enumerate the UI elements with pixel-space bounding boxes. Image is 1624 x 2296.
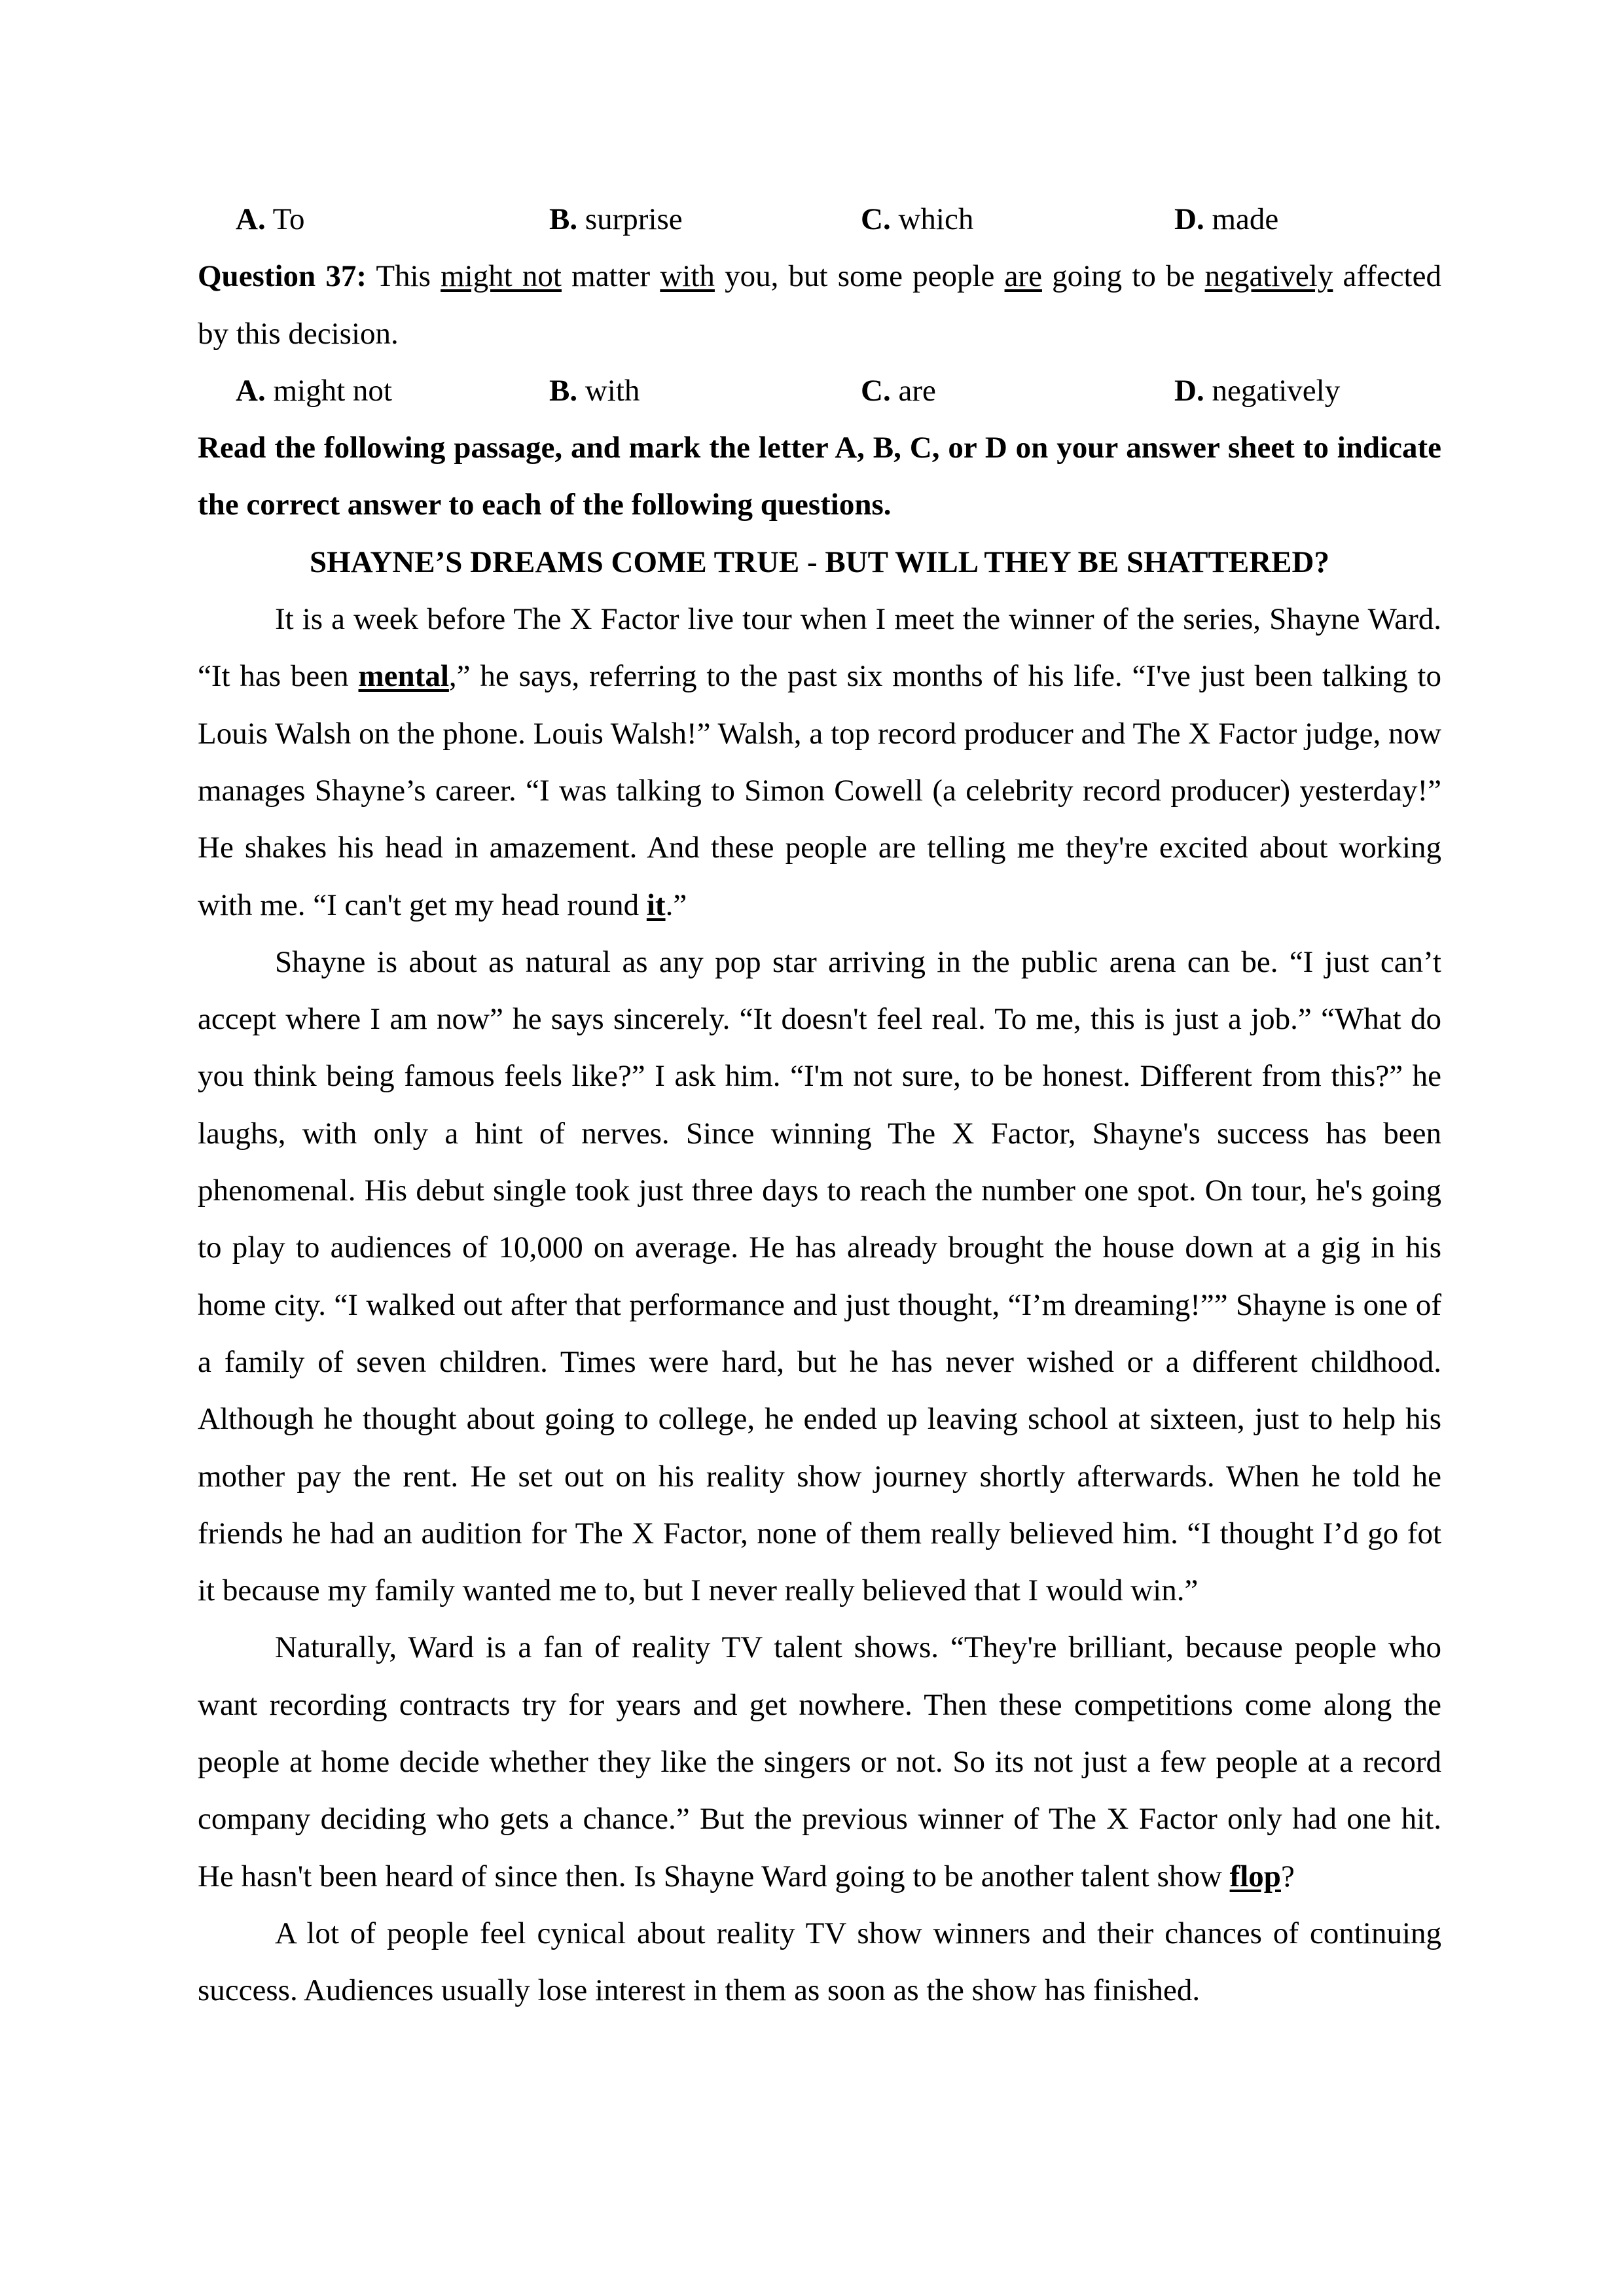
option-text: with [577,373,640,408]
highlighted-word-it: it [646,888,666,922]
option-text: negatively [1204,373,1341,408]
passage-paragraph-2: Shayne is about as natural as any pop star arriving in the public arena can be. “I just can’t accept where I am now” he says sincerely. “It doesn't feel real. To me, this is just a job.” “What do you think being famous feels like?” I ask him. “I'm not sure, to be honest. Different from this?” he laughs, with only a hint of nerves. Since winning The X Factor, Shayne's success has been phenomenal. His debut single took just three days to reach the number one spot. On tour, he's going to play to audiences of 10,000 on average. He has already brought the house down at a gig in his home city. “I walked out after that performance and just thought, “I’m dreaming!”” Shayne is one of a family of seven children. Times were hard, but he has never wished or a different childhood. Although he thought about going to college, he ended up leaving school at sixteen, just to help his mother pay the rent. He set out on his reality show journey shortly afterwards. When he told he friends he had an audition for The X Factor, none of them really believed him. “I thought I’d go fot it because my family wanted me to, but I never really believed that I would win.” [198,944,1441,1608]
underlined-part-c: are [1004,259,1042,294]
paragraph-text: Naturally, Ward is a fan of reality TV talent shows. “They're brilliant, because people who want recording contracts try for years and get nowhere. Then these competitions come along the people at home decide whether they like the singers or not. So its not just a few people at a record company deciding who gets a chance.” But the previous winner of The X Factor only had one hit. He hasn't been heard of since then. Is Shayne Ward going to be another talent show [198,1630,1441,1893]
stem-text: This [367,259,441,294]
passage-paragraph-1 [198,591,1441,934]
highlighted-word-flop: flop [1229,1859,1281,1893]
option-text: which [890,202,974,236]
q36-option-b [549,191,683,248]
document-page [198,191,1441,2020]
option-text: made [1204,202,1279,236]
paragraph-text: .” [665,888,687,922]
paragraph-text: It is a week before The X Factor live tour when I meet the winner of the series, Shayne Ward. “It has been [198,602,1441,694]
option-text: surprise [577,202,683,236]
highlighted-word-mental: mental [358,659,449,694]
underlined-part-a: might not [441,259,562,294]
q37-option-a [236,363,392,420]
stem-text: going to be [1041,259,1205,294]
q36-option-c [861,191,973,248]
underlined-part-d: negatively [1204,259,1333,294]
q37-option-c [861,363,936,420]
question-37-stem [198,248,1441,363]
q36-option-d [1174,191,1278,248]
option-text: might not [265,373,392,408]
q37-option-d [1174,363,1340,420]
stem-text: affected by this decision. [198,259,1441,351]
option-letter: C. [861,373,891,408]
option-text: To [265,202,305,236]
stem-text: you, but some people [714,259,1005,294]
passage-title: SHAYNE’S DREAMS COME TRUE - BUT WILL THEY BE SHATTERED? [310,545,1329,579]
option-text: are [890,373,936,408]
option-letter: C. [861,202,891,236]
option-letter: D. [1174,373,1204,408]
option-letter: B. [549,202,578,236]
option-letter: D. [1174,202,1204,236]
option-letter: B. [549,373,578,408]
underlined-part-b: with [660,259,715,294]
q37-option-b [549,363,640,420]
option-letter: A. [236,202,266,236]
q36-option-a [236,191,305,248]
question-37-options [198,363,1441,420]
stem-text: matter [561,259,660,294]
question-36-options [198,191,1441,248]
paragraph-text: ? [1280,1859,1295,1893]
paragraph-text: ,” he says, referring to the past six months of his life. “I've just been talking to Louis Walsh on the phone. Louis Walsh!” Walsh, a top record producer and The X Factor judge, now manages Shayne’s career. “I was talking to Simon Cowell (a celebrity record producer) yesterday!” He shakes his head in amazement. And these people are telling me they're excited about working with me. “I can't get my head round [198,659,1441,922]
passage-paragraph-3 [198,1619,1441,1905]
reading-instruction: Read the following passage, and mark the letter A, B, C, or D on your answer sheet to indicate the correct answer to each of the following questions. [198,431,1441,522]
passage-paragraph-4: A lot of people feel cynical about reality TV show winners and their chances of continuing success. Audiences usually lose interest in them as soon as the show has finished. [198,1916,1441,2008]
question-label: Question 37: [198,259,367,294]
option-letter: A. [236,373,266,408]
